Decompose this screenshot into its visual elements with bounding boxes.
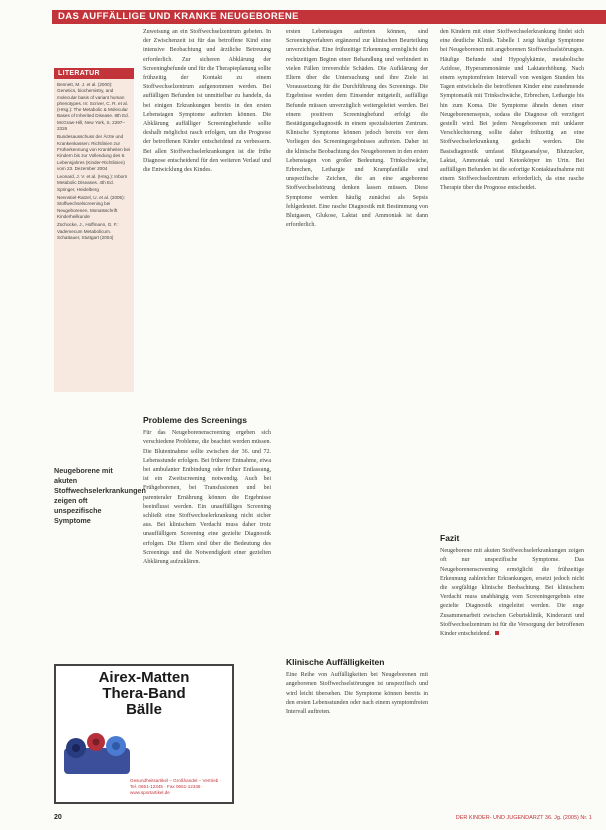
ad-line-2: Thera-Band: [102, 685, 186, 702]
literature-entry: Bennett, M. J. et al. (2000): Genetics, biochemistry, and molecular basis of variant human phenotypes. In: Scriver, C. R. et al. (Hrsg.): The Metabolic & Molecular Bases of Inherited Disease. 8th Ed. McGraw-Hill, New York, S. 2297–2326: [57, 82, 130, 132]
column-3-body-2: [440, 547, 584, 639]
column-2-body-2: Eine Reihe von Auffälligkeiten bei Neugeborenen mit angeborenen Stoffwechselstörungen ist unspezifisch und wird leicht übersehen. Die Symptome können bereits in den ersten Lebensstunden oder nach einem symptomfreien Intervall auftreten.: [286, 672, 428, 716]
column-3-body: den Kindern mit einer Stoffwechselerkrankung findet sich eine deutliche Klinik. Tabelle 1 zeigt häufige Symptome bei Neugeborenen mit angeborenen Stoffwechselstörungen. Häufige Befunde sind Hypoglykämie, metabolische Azidose, Hyperammonämie und Laktaterhöhung. Nach einem symptomfreien Intervall von wenigen Stunden bis Tagen entwickeln die betroffenen Kinder eine zunehmende Symptomatik mit Trinkschwäche, Erbrechen, Lethargie bis hin zum Koma. Die Symptome ähneln denen einer Neugeborenensepsis, sodass die Diagnose oft verzögert gestellt wird. Bei jedem Neugeborenen mit unklarer Verschlechterung sollte daher frühzeitig an eine Stoffwechselerkrankung gedacht werden. Die Basisdiagnostik umfasst Blutgasanalyse, Blutzucker, Laktat, Ammoniak und Ketonkörper im Urin. Bei auffälligen Befunden ist die sofortige Kontaktaufnahme mit einem Stoffwechselzentrum erforderlich, da eine rasche Therapie über die Prognose entscheidet.: [440, 29, 584, 192]
ad-line-1: Airex-Matten: [98, 669, 190, 686]
column-1-top: [143, 28, 271, 396]
pull-quote: Neugeborene mit akuten Stoffwechselerkrankungen zeigen oft unspezifische Symptome: [54, 466, 146, 525]
end-mark-icon: [495, 631, 499, 635]
column-1-intro: Zuweisung an ein Stoffwechselzentrum gebeten. In der Zwischenzeit ist für das betroffene Kind eine intensive Beobachtung und ärztliche Betreuung erforderlich. Zur sicheren Abklärung der Screeningbefunde und für die Therapieplanung sollte frühzeitig der Kontakt zu einem Stoffwechselzentrum aufgenommen werden. Bei auffälligen Befunden ist unmittelbar zu handeln, da bei einigen Erkrankungen bereits in den ersten Lebenstagen Symptome auftreten können. Die Abklärung auffälliger Screeningbefunde sollte deshalb möglichst rasch erfolgen, um die Prognose der betroffenen Kinder entscheidend zu verbessern. Bei allen Stoffwechselerkrankungen ist die frühe Diagnose entscheidend für den weiteren Verlauf und die Entwicklung des Kindes.: [143, 29, 271, 174]
advertisement[interactable]: [54, 664, 234, 804]
conclusion-text: Neugeborene mit akuten Stoffwechselerkrankungen zeigen oft nur unspezifische Symptome. Das Neugeborenenscreening ermöglicht die frühzeitige Erkennung zahlreicher Erkrankungen, ersetzt jedoch nicht die sorgfältige klinische Beobachtung. Bei klinischem Verdacht muss unabhängig vom Screeningergebnis eine gezielte Diagnostik eingeleitet werden. Die enge Zusammenarbeit zwischen Geburtsklinik, Kinderarzt und Stoffwechselzentrum ist für die Versorgung der betroffenen Kinder entscheidend.: [440, 548, 584, 638]
ad-address: Gesundheitsartikel – Großhandel – Vertrieb · Tel. 0651-12345 · Fax 0651-12346 · www.sportartikel.de: [130, 778, 222, 795]
literature-box: [54, 68, 134, 392]
column-1-body: Für das Neugeborenenscreening ergeben sich verschiedene Probleme, die beachtet werden müssen. Die Blutentnahme sollte zwischen der 36. und 72. Lebensstunde erfolgen. Bei früherer Entnahme, etwa bei ambulanter Entbindung oder früher Entlassung, ist ein Zweitscreening notwendig. Auch bei Frühgeborenen, bei Transfusionen und bei parenteraler Ernährung können die Ergebnisse beeinflusst werden. Ein unauffälliges Screening schließt eine Stoffwechselerkrankung nicht sicher aus. Bei klinischem Verdacht muss daher trotz unauffälligem Screening eine gezielte Diagnostik erfolgen. Die Eltern sind über die Bedeutung des Screenings und die Notwendigkeit einer gezielten Abklärung aufzuklären.: [143, 430, 271, 566]
page-number: 20: [54, 814, 62, 821]
section-header: [52, 10, 606, 24]
column-1-bottom: [143, 410, 271, 650]
ad-line-3: Bälle: [126, 701, 162, 718]
literature-list: [54, 79, 134, 246]
page-footer: [52, 812, 606, 826]
section-title: DAS AUFFÄLLIGE UND KRANKE NEUGEBORENE: [58, 11, 299, 22]
literature-entry: Zschocke, J., Hoffmann, G. F.: Vademecum Metabolicum. Schattauer, Stuttgart (2004): [57, 222, 119, 240]
column-3-bottom: [440, 528, 584, 804]
column-2: [286, 28, 428, 640]
column-3: [440, 28, 584, 524]
literature-entry: Bundesausschuss der Ärzte und Krankenkassen: Richtlinien zur Früherkennung von Krankheiten bei Kindern bis zur Vollendung des 6. Lebensjahres (Kinder-Richtlinien) vom 23. Dezember 2004: [57, 134, 131, 171]
journal-source: DER KINDER- UND JUGENDARZT 36. Jg. (2005) Nr. 1: [455, 815, 592, 821]
column-2-bottom: [286, 652, 428, 804]
column-2-body: ersten Lebenstagen auftreten können, sind Screeningverfahren ergänzend zur klinischen Beurteilung unverzichtbar. Eine frühzeitige Erkennung ermöglicht den rechtzeitigen Beginn einer Behandlung und verhindert in vielen Fällen irreversible Schäden. Die Aufklärung der Eltern über die Untersuchung und ihre Ziele ist Voraussetzung für die Durchführung des Screenings. Die Ergebnisse werden dem Einsender mitgeteilt, auffällige Befunde müssen unverzüglich weitergeleitet werden. Bei einem positiven Screeningbefund erfolgt die Bestätigungsdiagnostik in einem spezialisierten Zentrum. Klinische Symptome können jedoch bereits vor dem Vorliegen des Screeningergebnisses auftreten. Daher ist die klinische Beobachtung des Neugeborenen in den ersten Lebenstagen von großer Bedeutung. Trinkschwäche, Erbrechen, Lethargie und Krampfanfälle sind unspezifische Zeichen, die an eine angeborene Stoffwechselstörung denken lassen müssen. Diese Symptome werden häufig zunächst als Sepsis fehlgedeutet. Eine rasche Diagnostik mit Bestimmung von Blutgasen, Glukose, Laktat und Ammoniak ist dann erforderlich.: [286, 29, 428, 229]
section-heading-clinical: Klinische Auffälligkeiten: [286, 657, 385, 667]
literature-entry: Nennstiel-Ratzel, U. et al. (2005): Stoffwechselscreening bei Neugeborenen. Monatsschrift Kinderheilkunde: [57, 195, 125, 219]
literature-entry: Leonard, J. V. et al. (Hrsg.): Inborn Metabolic Diseases. 4th Ed. Springer, Heidelberg: [57, 174, 128, 192]
section-heading-conclusion: Fazit: [440, 533, 460, 543]
section-heading-screening-problems: Probleme des Screenings: [143, 415, 247, 425]
exercise-mats-icon: [62, 718, 132, 778]
literature-heading: LITERATUR: [54, 68, 134, 79]
